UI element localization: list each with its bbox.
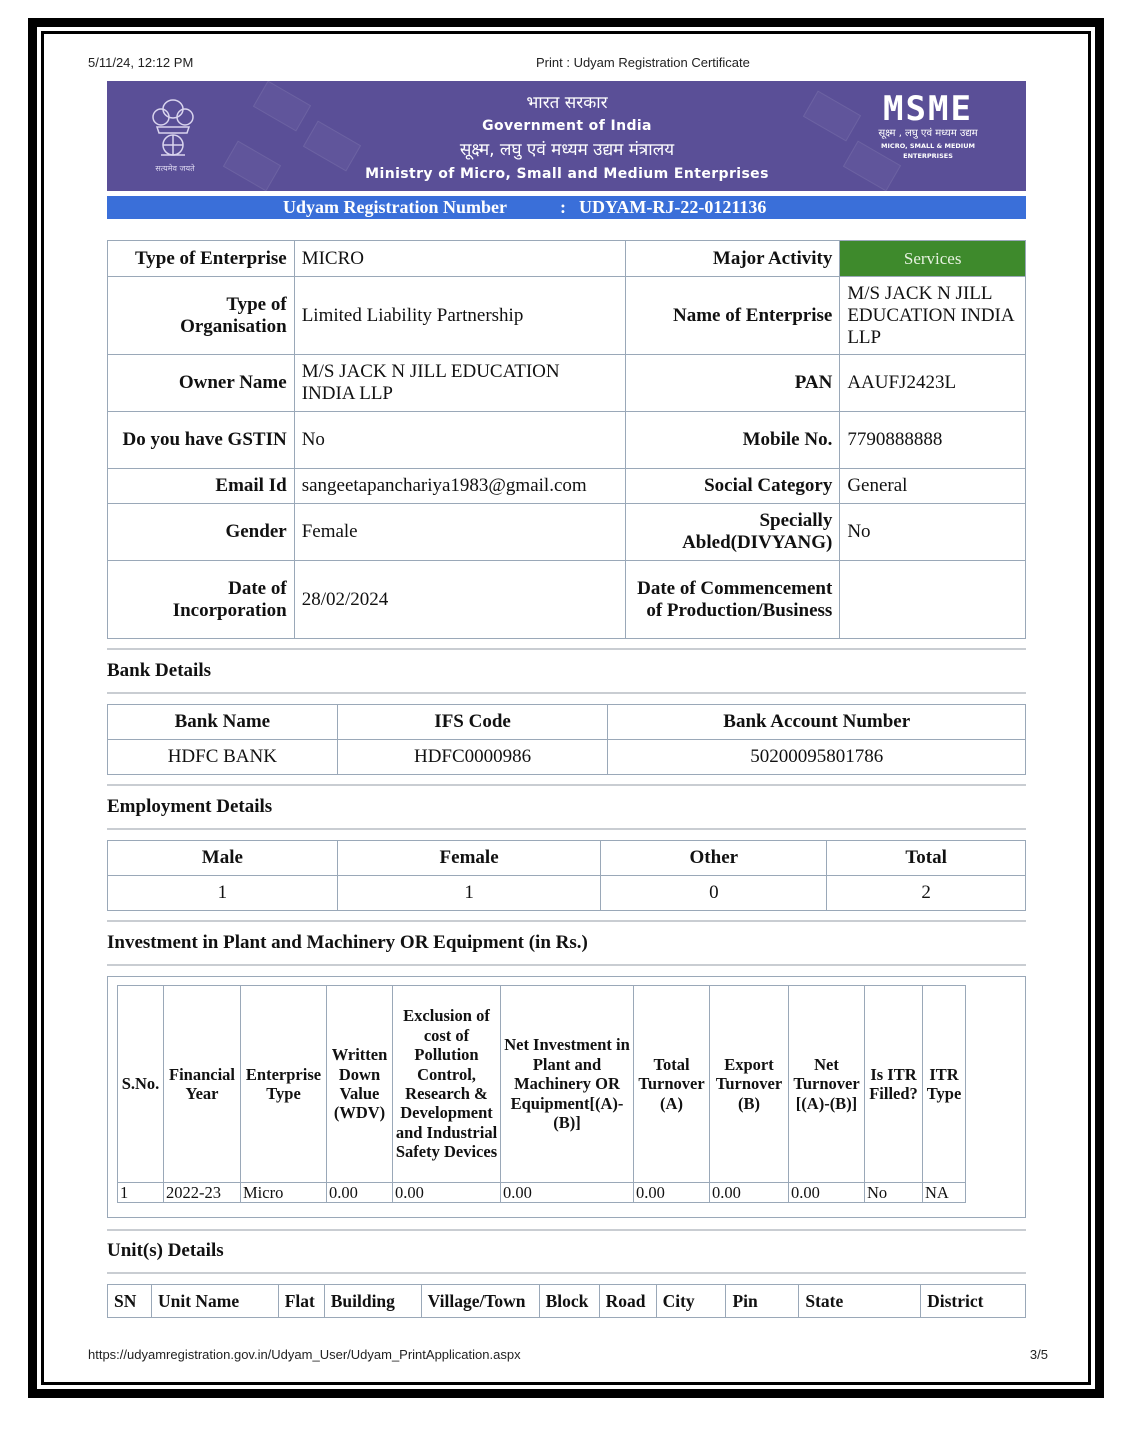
social-category-label: Social Category — [625, 469, 840, 504]
itr-type-value: NA — [923, 1183, 966, 1203]
net-turnover-header: Net Turnover [(A)-(B)] — [789, 986, 865, 1183]
registration-number-bar — [107, 196, 1026, 219]
employment-details-title: Employment Details — [107, 796, 273, 817]
name-of-enterprise-value: M/S JACK N JILL EDUCATION INDIA LLP — [840, 277, 1026, 355]
table-header-row — [108, 705, 1026, 740]
account-number-value: 50200095801786 — [608, 740, 1026, 775]
enterprise-type-header: Enterprise Type — [241, 986, 327, 1183]
specially-abled-label: Specially Abled(DIVYANG) — [625, 504, 840, 561]
financial-year-header: Financial Year — [164, 986, 241, 1183]
msme-logo — [858, 91, 998, 161]
divider — [107, 784, 1026, 786]
investment-table-container — [107, 976, 1026, 1218]
export-turnover-value: 0.00 — [710, 1183, 789, 1203]
divider — [107, 1272, 1026, 1274]
exclusion-value: 0.00 — [393, 1183, 501, 1203]
sno-header: S.No. — [118, 986, 164, 1183]
registration-separator: : — [560, 197, 566, 217]
gstin-label: Do you have GSTIN — [108, 412, 295, 469]
table-row — [118, 1183, 966, 1203]
print-url: https://udyamregistration.gov.in/Udyam_User/Udyam_PrintApplication.aspx — [88, 1347, 521, 1362]
table-row — [108, 277, 1026, 355]
print-footer — [88, 1347, 1048, 1362]
itr-filled-value: No — [865, 1183, 923, 1203]
mobile-label: Mobile No. — [625, 412, 840, 469]
specially-abled-value: No — [840, 504, 1026, 561]
divider — [107, 692, 1026, 694]
table-row — [108, 241, 1026, 277]
banner-ministry: Ministry of Micro, Small and Medium Enterprises — [365, 166, 769, 182]
ifs-code-header: IFS Code — [337, 705, 608, 740]
female-value: 1 — [337, 876, 601, 911]
banner-text — [337, 91, 797, 185]
enterprise-details-table — [107, 240, 1026, 639]
type-of-organisation-value: Limited Liability Partnership — [294, 277, 625, 355]
divider — [107, 1229, 1026, 1231]
table-header-row — [108, 841, 1026, 876]
bank-details-table — [107, 704, 1026, 775]
page-number: 3/5 — [1029, 1347, 1048, 1362]
registration-label: Udyam Registration Number — [283, 197, 507, 217]
pan-value: AAUFJ2423L — [840, 355, 1026, 412]
table-header-row — [118, 986, 966, 1183]
table-header-row — [108, 1285, 1026, 1318]
table-row — [108, 740, 1026, 775]
itr-filled-header: Is ITR Filled? — [865, 986, 923, 1183]
other-header: Other — [601, 841, 827, 876]
net-investment-header: Net Investment in Plant and Machinery OR Equipment[(A)-(B)] — [501, 986, 634, 1183]
male-value: 1 — [108, 876, 338, 911]
email-value: sangeetapanchariya1983@gmail.com — [294, 469, 625, 504]
major-activity-value: Services — [840, 241, 1026, 277]
export-turnover-header: Export Turnover (B) — [710, 986, 789, 1183]
banner-hindi-ministry: सूक्ष्म, लघु एवं मध्यम उद्यम मंत्रालय — [459, 140, 675, 160]
investment-title: Investment in Plant and Machinery OR Equipment (in Rs.) — [107, 932, 588, 953]
unit-name-header: Unit Name — [151, 1285, 278, 1318]
bank-details-title: Bank Details — [107, 660, 211, 681]
district-header: District — [921, 1285, 1026, 1318]
owner-name-label: Owner Name — [108, 355, 295, 412]
govt-banner — [107, 81, 1026, 191]
date-of-incorporation-value: 28/02/2024 — [294, 561, 625, 639]
name-of-enterprise-label: Name of Enterprise — [625, 277, 840, 355]
divider — [107, 964, 1026, 966]
state-header: State — [799, 1285, 921, 1318]
msme-logo-word: MSME — [883, 89, 973, 129]
type-of-enterprise-value: MICRO — [294, 241, 625, 277]
table-row — [108, 355, 1026, 412]
email-label: Email Id — [108, 469, 295, 504]
type-of-organisation-label: Type of Organisation — [108, 277, 295, 355]
male-header: Male — [108, 841, 338, 876]
unit-details-table — [107, 1284, 1026, 1318]
city-header: City — [656, 1285, 726, 1318]
national-emblem-icon — [143, 93, 203, 173]
account-number-header: Bank Account Number — [608, 705, 1026, 740]
road-header: Road — [599, 1285, 656, 1318]
table-row — [108, 876, 1026, 911]
sn-header: SN — [108, 1285, 152, 1318]
emblem-caption: सत्यमेव जयते — [155, 164, 195, 173]
village-town-header: Village/Town — [421, 1285, 539, 1318]
exclusion-header: Exclusion of cost of Pollution Control, Research & Development and Industrial Safety Devices — [393, 986, 501, 1183]
total-header: Total — [827, 841, 1026, 876]
total-value: 2 — [827, 876, 1026, 911]
wdv-header: Written Down Value (WDV) — [327, 986, 393, 1183]
employment-details-table — [107, 840, 1026, 911]
table-row — [108, 469, 1026, 504]
divider — [107, 648, 1026, 650]
total-turnover-value: 0.00 — [634, 1183, 710, 1203]
gstin-value: No — [294, 412, 625, 469]
bank-name-header: Bank Name — [108, 705, 338, 740]
investment-table — [117, 985, 966, 1203]
flat-header: Flat — [278, 1285, 324, 1318]
banner-govt: Government of India — [482, 118, 652, 134]
block-header: Block — [539, 1285, 599, 1318]
pan-label: PAN — [625, 355, 840, 412]
total-turnover-header: Total Turnover (A) — [634, 986, 710, 1183]
divider — [107, 920, 1026, 922]
pin-header: Pin — [726, 1285, 799, 1318]
units-title: Unit(s) Details — [107, 1240, 224, 1261]
gender-value: Female — [294, 504, 625, 561]
itr-type-header: ITR Type — [923, 986, 966, 1183]
ifs-code-value: HDFC0000986 — [337, 740, 608, 775]
table-row — [108, 504, 1026, 561]
table-row — [108, 412, 1026, 469]
major-activity-label: Major Activity — [625, 241, 840, 277]
building-header: Building — [324, 1285, 421, 1318]
bank-name-value: HDFC BANK — [108, 740, 338, 775]
sno-value: 1 — [118, 1183, 164, 1203]
gender-label: Gender — [108, 504, 295, 561]
date-of-commencement-value — [840, 561, 1026, 639]
net-investment-value: 0.00 — [501, 1183, 634, 1203]
other-value: 0 — [601, 876, 827, 911]
social-category-value: General — [840, 469, 1026, 504]
banner-hindi-govt: भारत सरकार — [526, 93, 608, 113]
msme-logo-english: MICRO, SMALL & MEDIUM ENTERPRISES — [881, 142, 975, 160]
date-of-incorporation-label: Date of Incorporation — [108, 561, 295, 639]
registration-number: UDYAM-RJ-22-0121136 — [579, 197, 767, 217]
female-header: Female — [337, 841, 601, 876]
date-of-commencement-label: Date of Commencement of Production/Business — [625, 561, 840, 639]
print-datetime: 5/11/24, 12:12 PM — [88, 55, 194, 70]
mobile-value: 7790888888 — [840, 412, 1026, 469]
net-turnover-value: 0.00 — [789, 1183, 865, 1203]
wdv-value: 0.00 — [327, 1183, 393, 1203]
msme-logo-hindi: सूक्ष्म , लघु एवं मध्यम उद्यम — [878, 128, 978, 139]
divider — [107, 828, 1026, 830]
print-title: Print : Udyam Registration Certificate — [536, 55, 750, 70]
owner-name-value: M/S JACK N JILL EDUCATION INDIA LLP — [294, 355, 625, 412]
enterprise-type-value: Micro — [241, 1183, 327, 1203]
table-row — [108, 561, 1026, 639]
type-of-enterprise-label: Type of Enterprise — [108, 241, 295, 277]
financial-year-value: 2022-23 — [164, 1183, 241, 1203]
